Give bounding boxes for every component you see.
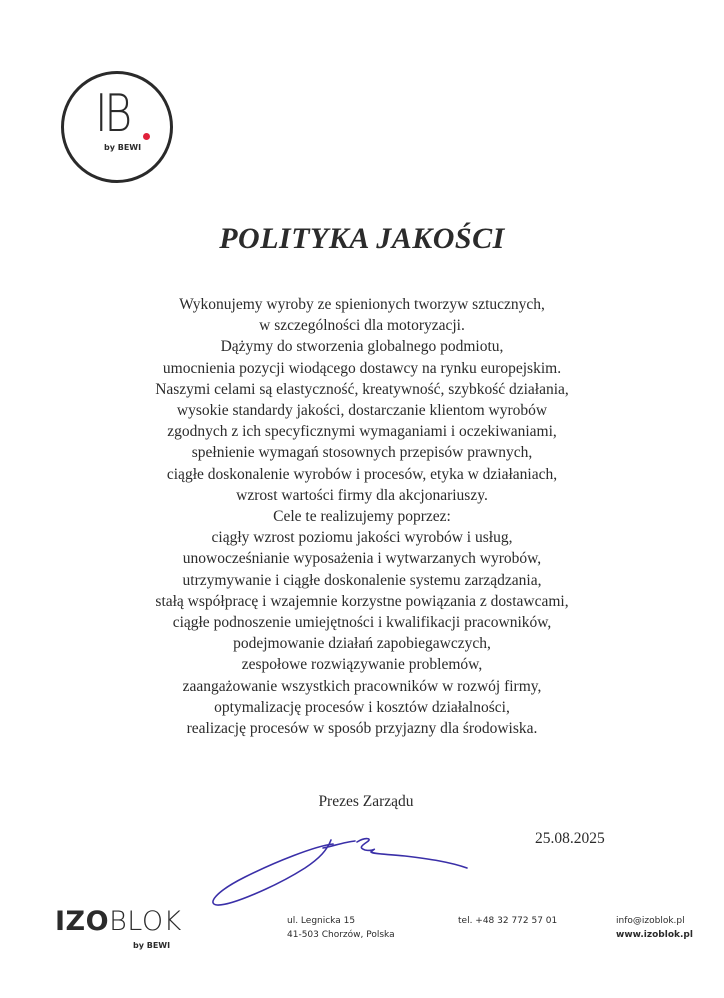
- footer-email[interactable]: info@izoblok.pl: [616, 916, 685, 926]
- policy-line: stałą współpracę i wzajemnie korzystne powiązania z dostawcami,: [155, 592, 569, 610]
- logo-initials: IB: [95, 84, 129, 144]
- policy-line: ciągłe doskonalenie wyrobów i procesów, etyka w działaniach,: [166, 465, 558, 483]
- signature-icon: [205, 832, 475, 912]
- policy-line: unowocześnianie wyposażenia i wytwarzanych wyrobów,: [182, 550, 542, 568]
- policy-line: zespołowe rozwiązywanie problemów,: [241, 656, 483, 674]
- footer-phone: tel. +48 32 772 57 01: [458, 916, 558, 926]
- izoblok-by-text: by BEWI: [133, 941, 171, 950]
- signatory-label: Prezes Zarządu: [318, 793, 414, 810]
- policy-line: Naszymi celami są elastyczność, kreatywność, szybkość działania,: [155, 380, 569, 398]
- policy-line: w szczególności dla motoryzacji.: [259, 317, 465, 335]
- policy-line: wzrost wartości firmy dla akcjonariuszy.: [236, 486, 488, 504]
- logo-dot-icon: [143, 133, 150, 140]
- brand-bold: IZO: [55, 906, 110, 937]
- policy-line: realizację procesów w sposób przyjazny dla środowiska.: [186, 720, 538, 738]
- address-line-2: 41-503 Chorzów, Polska: [287, 930, 395, 940]
- policy-line: Cele te realizujemy poprzez:: [273, 508, 451, 526]
- policy-line: ciągłe podnoszenie umiejętności i kwalifikacji pracowników,: [172, 614, 552, 632]
- policy-line: zgodnych z ich specyficznymi wymaganiami i oczekiwaniami,: [167, 423, 557, 441]
- document-title: POLITYKA JAKOŚCI: [219, 222, 505, 255]
- izoblok-logo: [55, 908, 182, 935]
- policy-line: Dążymy do stworzenia globalnego podmiotu,: [220, 338, 504, 356]
- policy-line: spełnienie wymagań stosownych przepisów prawnych,: [191, 444, 533, 462]
- policy-line: umocnienia pozycji wiodącego dostawcy na rynku europejskim.: [162, 359, 562, 377]
- footer-website[interactable]: www.izoblok.pl: [616, 930, 693, 940]
- address-line-1: ul. Legnicka 15: [287, 916, 356, 926]
- footer-contact: [616, 914, 693, 942]
- policy-line: wysokie standardy jakości, dostarczanie klientom wyrobów: [176, 402, 548, 420]
- policy-line: utrzymywanie i ciągłe doskonalenie systemu zarządzania,: [182, 571, 542, 589]
- policy-line: podejmowanie działań zapobiegawczych,: [233, 635, 491, 653]
- brand-light: BLOK: [109, 906, 182, 937]
- policy-line: optymalizację procesów i kosztów działalności,: [214, 698, 510, 716]
- signature-stroke: [213, 839, 467, 905]
- document-date: 25.08.2025: [535, 830, 605, 847]
- policy-line: Wykonujemy wyroby ze spienionych tworzyw sztucznych,: [179, 296, 545, 313]
- policy-line: zaangażowanie wszystkich pracowników w rozwój firmy,: [182, 677, 542, 695]
- footer-address: [287, 914, 395, 942]
- policy-line: ciągły wzrost poziomu jakości wyrobów i usług,: [211, 529, 513, 547]
- policy-body: [0, 294, 724, 739]
- logo-by-text: by BEWI: [104, 143, 142, 152]
